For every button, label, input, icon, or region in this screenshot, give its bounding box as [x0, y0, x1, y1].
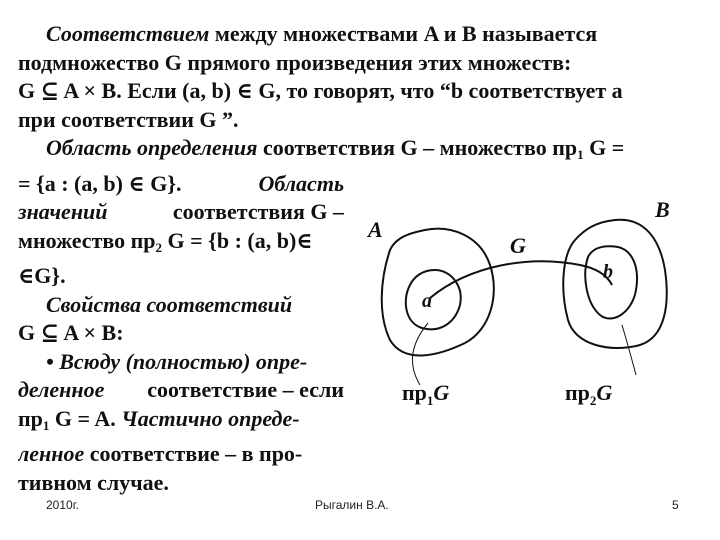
property-line [18, 376, 344, 405]
text-span: соответствия G – множество пр [262, 135, 578, 160]
definition-line [18, 20, 690, 49]
footer-author: Рыгалин В.А. [315, 498, 389, 512]
text-span: соответствие – в про- [89, 441, 303, 466]
domain-line [18, 170, 344, 199]
term-correspondence: Соответствием [46, 21, 210, 46]
proj1-leader [412, 323, 428, 385]
range-line: ∈G}. [18, 263, 66, 288]
diagram-svg [350, 185, 720, 425]
proj1-suffix: G [433, 380, 450, 405]
range-line [18, 198, 344, 227]
proj1-label [402, 380, 449, 408]
definition-line: при соответствии G ”. [18, 106, 239, 132]
term-total: деленное [18, 377, 105, 402]
proj1-prefix: пр [402, 380, 427, 405]
set-b-label: B [655, 197, 670, 222]
subscript: 2 [155, 239, 163, 255]
correspondence-diagram [350, 185, 720, 425]
term-partial: Частично опреде- [121, 405, 300, 431]
element-a-label: a [422, 290, 432, 312]
proj2-leader [622, 325, 636, 375]
subscript: 1 [42, 417, 50, 433]
text-span: пр [18, 405, 43, 431]
text-span: соответствия G – [172, 199, 344, 224]
definition-line: подмножество G прямого произведения этих множеств: [18, 49, 572, 75]
properties-line: G ⊆ A × B: [18, 320, 124, 345]
set-a-label: A [368, 217, 383, 242]
set-b-outline [563, 220, 666, 348]
range-line [18, 227, 348, 263]
term-domain: Область определения [46, 135, 258, 160]
footer-date: 2010г. [46, 498, 79, 512]
term-values: значений [18, 199, 108, 224]
term-partial-cont: ленное [18, 441, 85, 466]
property-line [18, 405, 348, 441]
proj2-prefix: пр [565, 380, 590, 405]
properties-heading: Свойства соответствий [46, 291, 293, 317]
domain-line [18, 134, 690, 170]
element-b-label: b [603, 261, 613, 283]
property-line [18, 440, 348, 469]
property-line: тивном случае. [18, 469, 169, 495]
text-span: G = A. [54, 405, 116, 431]
proj1-outline [406, 270, 461, 329]
text-span: G = [589, 135, 625, 160]
proj1-subscript: 1 [426, 393, 434, 408]
proj2-suffix: G [596, 380, 613, 405]
proj2-label [565, 380, 612, 408]
proj2-subscript: 2 [589, 393, 597, 408]
term-range: Область [258, 170, 344, 196]
slide-footer [0, 498, 720, 518]
text-span: G = {b : (a, b)∈ [167, 227, 313, 253]
relation-label: G [510, 233, 526, 258]
text-span: = {a : (a, b) ∈ G}. [18, 170, 182, 196]
subscript: 1 [577, 147, 584, 162]
text-span: между множествами A и B называется [214, 21, 598, 46]
text-span: множество пр [18, 227, 156, 253]
text-span: соответствие – если [147, 377, 344, 402]
property-bullet: • Всюду (полностью) опре- [46, 348, 308, 374]
footer-page-number: 5 [672, 498, 679, 512]
definition-line: G ⊆ A × B. Если (a, b) ∈ G, то говорят, что “b соответствует a [18, 78, 623, 103]
